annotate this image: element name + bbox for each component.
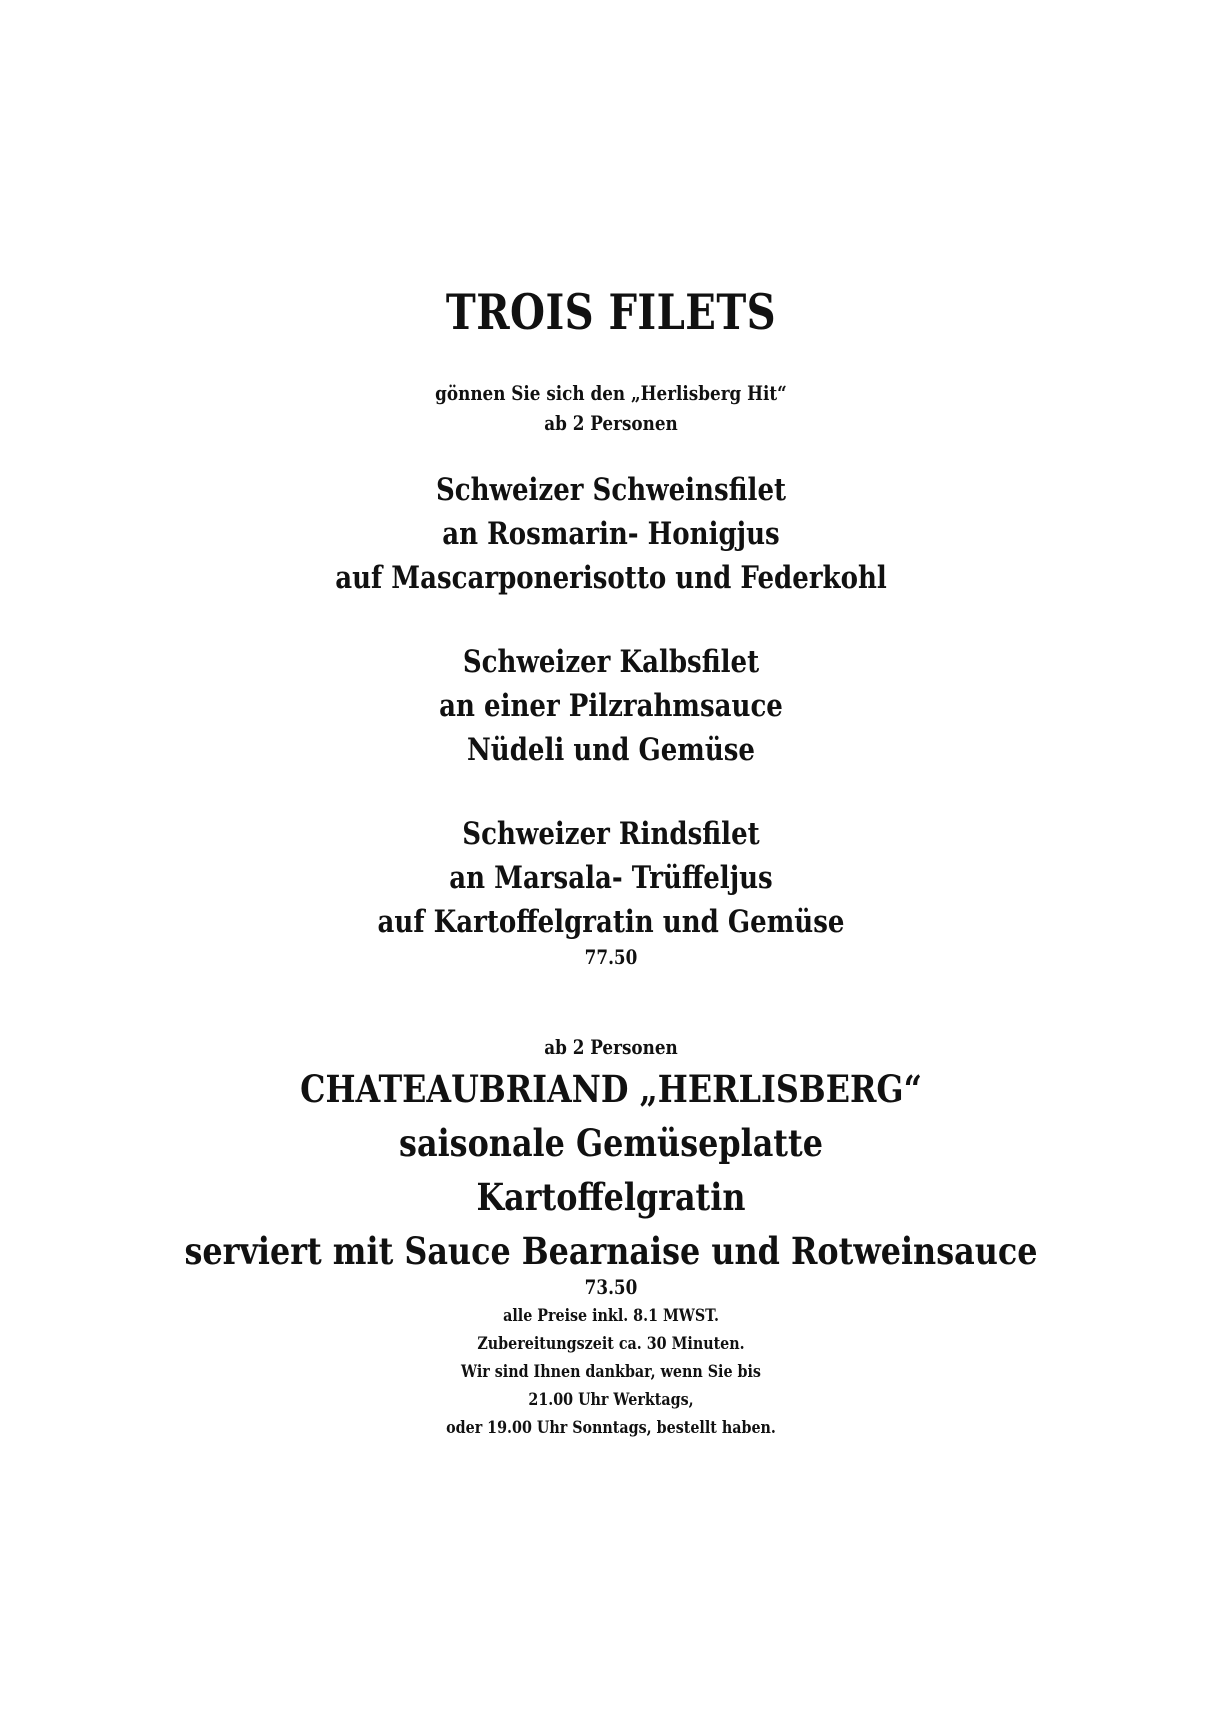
- chateaubriand-vegetables: saisonale Gemüseplatte: [399, 1121, 823, 1165]
- chateaubriand-sauces: serviert mit Sauce Bearnaise und Rotweinsauce: [184, 1229, 1038, 1273]
- notes-weekday-time: 21.00 Uhr Werktags,: [528, 1390, 694, 1410]
- dish-pork-name: Schweizer Schweinsfilet: [435, 472, 787, 508]
- notes-request: Wir sind Ihnen dankbar, wenn Sie bis: [461, 1362, 761, 1382]
- intro-persons: ab 2 Personen: [544, 411, 678, 435]
- dish-beef-side: auf Kartoffelgratin und Gemüse: [377, 904, 845, 940]
- notes-prep-time: Zubereitungszeit ca. 30 Minuten.: [477, 1334, 745, 1354]
- dish-beef-name: Schweizer Rindsfilet: [462, 816, 760, 852]
- dish-veal-name: Schweizer Kalbsfilet: [462, 644, 760, 680]
- menu-title: TROIS FILETS: [445, 283, 777, 341]
- chateaubriand-details: [0, 1062, 1222, 1278]
- dish-beef-section: [0, 812, 1222, 944]
- chateaubriand-price-section: [0, 1272, 1222, 1302]
- intro-line-1: gönnen Sie sich den „Herlisberg Hit“: [435, 381, 787, 405]
- dish-veal-side: Nüdeli und Gemüse: [466, 732, 756, 768]
- dish-pork-sauce: an Rosmarin- Honigjus: [442, 516, 780, 552]
- chateaubriand-persons: ab 2 Personen: [544, 1035, 678, 1059]
- notes-sunday-time: oder 19.00 Uhr Sonntags, bestellt haben.: [446, 1418, 776, 1438]
- chateaubriand-name: CHATEAUBRIAND „HERLISBERG“: [300, 1067, 922, 1111]
- chateaubriand-price: 73.50: [584, 1275, 638, 1299]
- dish-beef-sauce: an Marsala- Trüffeljus: [449, 860, 773, 896]
- chateaubriand-section: [0, 1032, 1222, 1062]
- trois-filets-price-section: [0, 942, 1222, 972]
- dish-veal-section: [0, 640, 1222, 772]
- trois-filets-price: 77.50: [584, 945, 638, 969]
- chateaubriand-gratin: Kartoffelgratin: [476, 1175, 746, 1219]
- notes-vat: alle Preise inkl. 8.1 MWST.: [503, 1306, 719, 1326]
- notes-section: [0, 1302, 1222, 1442]
- dish-pork-section: [0, 468, 1222, 600]
- dish-veal-sauce: an einer Pilzrahmsauce: [439, 688, 783, 724]
- dish-pork-side: auf Mascarponerisotto und Federkohl: [335, 560, 887, 596]
- intro-section: [0, 378, 1222, 438]
